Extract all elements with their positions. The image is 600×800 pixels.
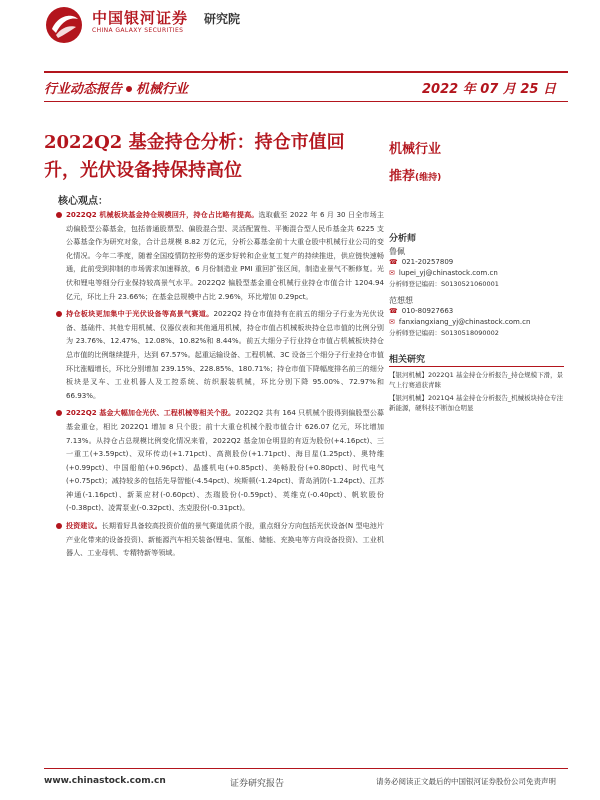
galaxy-logo-icon xyxy=(44,5,84,45)
footer-rule xyxy=(44,768,568,769)
report-title: 2022Q2 基金持仓分析：持仓市值回升，光伏设备持保持高位 xyxy=(44,132,345,181)
bullet-dot-icon xyxy=(56,523,62,529)
analyst-card xyxy=(389,246,499,290)
body-text xyxy=(66,208,384,564)
brand-name-cn: 中国银河证券 xyxy=(92,9,189,27)
analyst-cert-label: 分析师登记编码： xyxy=(389,280,441,288)
rating-note: (维持) xyxy=(415,173,442,183)
footer-url[interactable]: www.chinastock.com.cn xyxy=(44,776,166,786)
analyst-card xyxy=(389,295,530,339)
paragraph xyxy=(66,519,384,560)
paragraph-text: 长期看好具备较高投资价值的景气赛道优质个股，重点细分方向包括光伏设备(N 型电池片产业化带来的设备投资)、新能源汽车相关装备(锂电、氢能、储能、充换电等方向设备投资)、工业机器人、工业母机、专精特新等领域。 xyxy=(66,521,385,558)
rating xyxy=(389,165,441,184)
bullet-dot-icon xyxy=(56,410,62,416)
side-industry: 机械行业 xyxy=(389,142,442,157)
related-research-item[interactable]: 【银河机械】2022Q1 基金持仓分析报告_持仓规模下滑，景气上行赛道获青睐 xyxy=(389,371,564,389)
analyst-phone: 010-80927663 xyxy=(401,307,454,315)
paragraph-highlight: 2022Q2 机械板块基金持仓规模回升，持仓占比略有提高。 xyxy=(66,210,259,219)
paragraph-text: 2022Q2 共有 164 只机械个股得到偏股型公募基金重仓，相比 2022Q1 增加 8 只个股；前十大重仓机械个股市值合计 626.07 亿元，环比增加 7.13%。从持仓占总规模比例变化情况来看，2022Q2 基金加仓明显的有迈为股份(+4.16pct)、三一重工(+3.59pct)、双环传动(+1.71pct)、高测股份(+1.71pct)、海目星(1.25pct)、奥特维(+0.99pct)、中国船舶(+0.96pct)、晶盛机电(+0.85pct)、美畅股份(+0.80pct)、时代电气(+0.75pct)；减持较多的包括先导智能(-4.54pct)、埃斯顿(-1.24pct)、青岛消防(-1.24pct)、江苏神通(-1.16pct)、新莱应材(-0.60pct)、杰瑞股份(-0.59pct)、英维克(-0.40pct)、帆软股份(-0.38pct)、凌霄泵业(-0.32pct)、杰克股份(-0.31pct)。 xyxy=(66,408,384,513)
paragraph-highlight: 2022Q2 基金大幅加仓光伏、工程机械等相关个股。 xyxy=(66,408,236,418)
brand-name-en: CHINA GALAXY SECURITIES xyxy=(92,27,184,34)
phone-icon: ☎ xyxy=(389,307,398,315)
analyst-name: 范想想 xyxy=(389,296,413,305)
email-icon: ✉ xyxy=(389,318,395,326)
bullet-dot-icon xyxy=(56,212,62,218)
paragraph-highlight: 投资建议。 xyxy=(66,521,102,531)
analyst-email[interactable]: fanxiangxiang_yj@chinastock.com.cn xyxy=(398,318,531,326)
brand-institute: 研究院 xyxy=(204,12,241,26)
header-rule-top xyxy=(44,71,568,73)
report-type-line xyxy=(44,78,188,97)
phone-icon: ☎ xyxy=(389,258,398,266)
related-research-item[interactable]: 【银河机械】2021Q4 基金持仓分析报告_机械板块持仓专注新能源，硬科技不断加仓明显 xyxy=(389,394,564,412)
header-rule-bottom xyxy=(44,101,568,102)
bullet-dot-icon xyxy=(56,311,62,317)
related-research-label: 相关研究 xyxy=(389,355,426,365)
analyst-cert: S0130518090002 xyxy=(441,329,499,337)
paragraph xyxy=(66,208,384,303)
analyst-cert-label: 分析师登记编码： xyxy=(389,329,441,337)
related-rule xyxy=(389,366,564,367)
report-date: 2022 年 07 月 25 日 xyxy=(422,82,556,97)
rating-value: 推荐 xyxy=(389,169,416,184)
paragraph-text: 2022Q2 持仓市值持有在前五的细分子行业为光伏设备、基础件、其他专用机械、仪器仪表和其他通用机械，持仓市值占机械板块持仓总市值的比例分别为 23.76%、12.47%、12.08%、10.82%和 8.44%。前五大细分子行业持仓市值占机械板块持仓总市值的比例继续提升，达到 67.57%。起重运输设备、工程机械、3C 设备三个细分子行业持仓市值环比涨幅增长，环比分别增加 239.15%、228.85%、180.71%；持仓市值下降幅度排名前三的细分板块是叉车、工业机器人及工控系统、纺织服装机械，环比分别下降 95.00%、72.97%和 66.93%。 xyxy=(66,309,384,400)
core-view-label: 核心观点： xyxy=(58,196,108,207)
email-icon: ✉ xyxy=(389,269,395,277)
footer-category: 证券研究报告 xyxy=(230,779,285,789)
paragraph xyxy=(66,406,384,515)
analyst-cert: S0130521060001 xyxy=(441,280,499,288)
analysts-label: 分析师 xyxy=(389,234,417,244)
analyst-email[interactable]: lupei_yj@chinastock.com.cn xyxy=(398,269,498,277)
bullet-dot-icon xyxy=(126,86,132,92)
paragraph-text: 选取截至 2022 年 6 月 30 日全市场主动偏股型公募基金，包括普通股票型、偏股混合型、灵活配置性、平衡混合型人民币基金共 6225 支公募基金作为研究对象，合计总规模 8.82 万亿元，分析公募基金前十大重仓股中机械行业公司的变化情况。今年二季度，随着全国疫情防控形势的逐步好转和企业复工复产的持续推进，供应链快速畅通，此前受到抑制的市场需求加速释放，6 月份制造业 PMI 重回扩张区间，制造业景气不断修复。光伏和锂电等细分行业保持较高景气水平。2022Q2 偏股型基金重仓机械行业持仓市值合计 1204.94 亿元，环比上升 23.66%；在基金总规模中占比 2.96%，环比增加 0.29pct。 xyxy=(66,210,384,301)
paragraph xyxy=(66,307,384,402)
report-type: 行业动态报告 xyxy=(44,82,123,97)
report-sector: 机械行业 xyxy=(136,82,189,97)
footer-disclaimer: 请务必阅读正文最后的中国银河证券股份公司免责声明 xyxy=(376,777,556,786)
paragraph-highlight: 持仓板块更加集中于光伏设备等高景气赛道。 xyxy=(66,309,214,319)
analyst-name: 鲁佩 xyxy=(389,247,405,256)
analyst-phone: 021-20257809 xyxy=(401,258,454,266)
